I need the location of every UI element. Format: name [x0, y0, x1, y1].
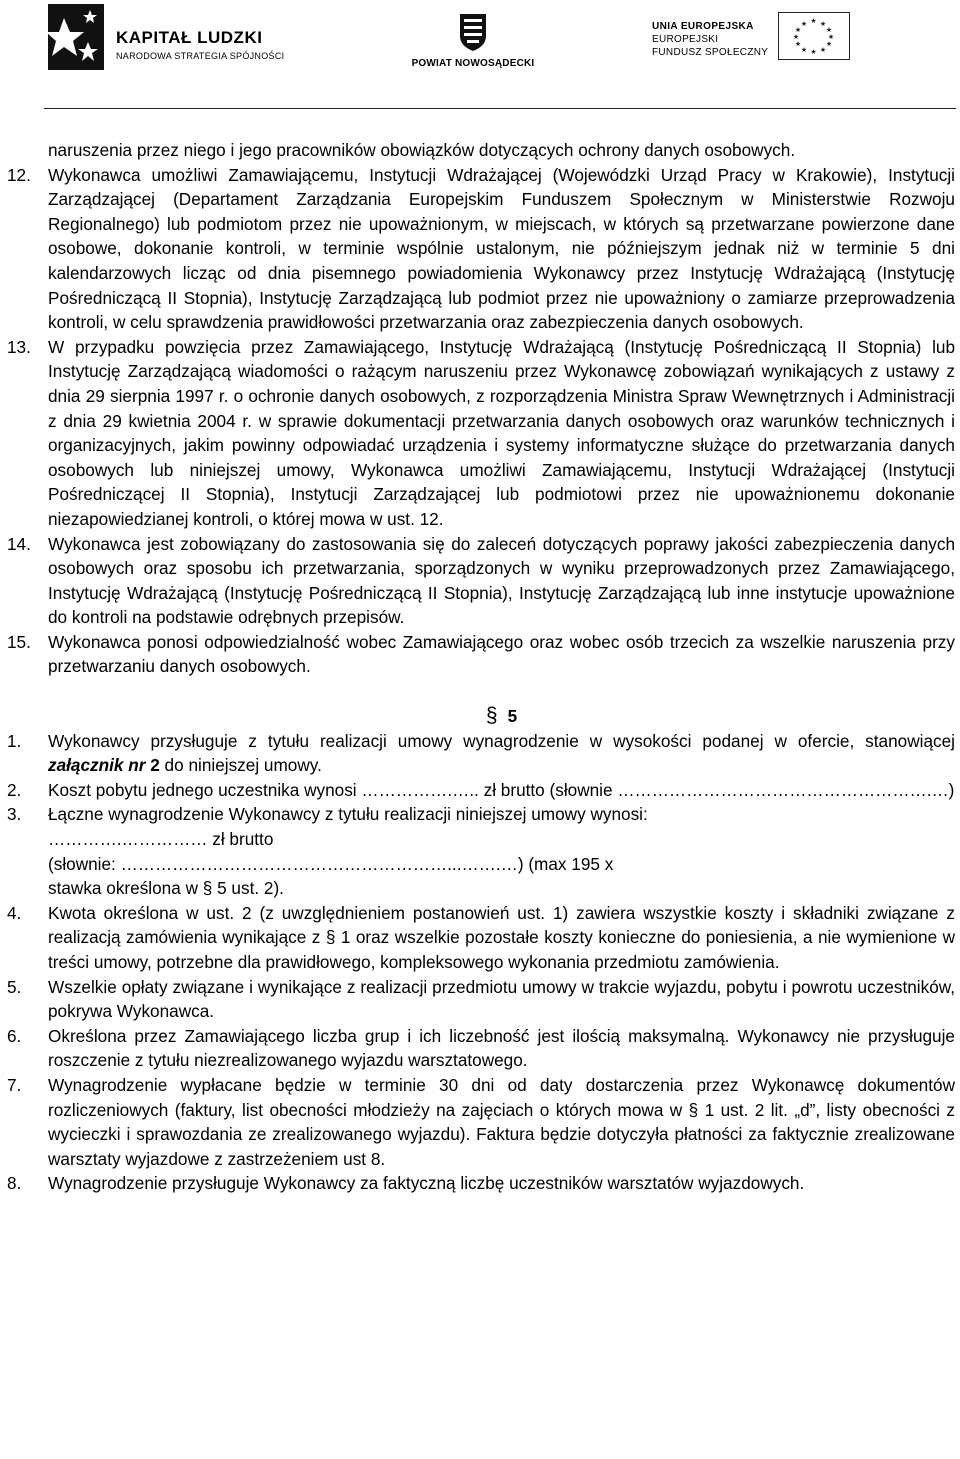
item-number: 7. — [7, 1074, 22, 1095]
section-number: 5 — [507, 706, 518, 727]
svg-text:★: ★ — [825, 40, 833, 48]
svg-text:★: ★ — [810, 17, 817, 25]
svg-text:★: ★ — [825, 26, 833, 34]
kapital-ludzki-logo — [44, 4, 304, 72]
logo-right-line1: UNIA EUROPEJSKA — [652, 21, 754, 32]
svg-text:★: ★ — [819, 46, 827, 54]
item-text: Wykonawca jest zobowiązany do zastosowania się do zaleceń dotyczących poprawy jakości zabezpieczenia danych osobowych oraz sposobu ich przetwarzania, sporządzonych w wyniku przeprowadzonych przez Zamawiającego, Instytucję Wdrażającą (Instytucję Pośredniczącą II Stopnia), Instytucję Zarządzającą lub inne instytucje upoważnione do kontroli na podstawie odrębnych przepisów. — [48, 533, 955, 628]
kapital-ludzki-emblem-icon — [44, 4, 108, 70]
item-number: 4. — [7, 902, 22, 923]
header-divider — [44, 108, 956, 109]
item-number: 8. — [7, 1173, 22, 1194]
item-text: Koszt pobytu jednego uczestnika wynosi …………….….. zł brutto (słownie ……………………………………………….…) — [48, 779, 955, 800]
item-text: Wynagrodzenie przysługuje Wykonawcy za faktyczną liczbę uczestników warsztatów wyjazdowych. — [48, 1173, 805, 1194]
svg-text:★: ★ — [800, 20, 808, 28]
svg-text:★: ★ — [800, 46, 808, 54]
list-item — [7, 1024, 955, 1073]
item-text: Wynagrodzenie wypłacane będzie w terminie 30 dni od daty dostarczenia przez Wykonawcę dokumentów rozliczeniowych (faktury, list obecności młodzieży na zajęciach o których mowa w § 1 ust. 2 lit. „d”, listy obecności z wycieczki i sprawozdania ze zrealizowanego wyjazdu). Faktura będzie dotyczyła płatności za faktycznie zrealizowane warsztaty wyjazdowe z zastrzeżeniem ust 8. — [48, 1074, 955, 1169]
item-text: Wykonawca umożliwi Zamawiającemu, Instytucji Wdrażającej (Wojewódzki Urząd Pracy w Krakowie), Instytucji Zarządzającej (Departament Zarządzania Europejskim Funduszem Społecznym w Ministerstwie Rozwoju Regionalnego) lub podmiotom przez nie upoważnionym, w miejscach, w których są przetwarzane powierzone dane osobowe, dokonanie kontroli, w terminie wspólnie ustalonym, nie późniejszym jednak niż w terminie 5 dni kalendarzowych licząc od dnia pisemnego powiadomienia Wykonawcy przez Instytucję Wdrażającą (Instytucję Pośredniczącą II Stopnia), Instytucję Zarządzającą lub podmiot przez nie upoważniony o zamiarze przeprowadzenia kontroli, w celu sprawdzenia prawidłowości przetwarzania oraz zabezpieczenia danych osobowych. — [48, 164, 955, 333]
list-item — [7, 778, 955, 803]
item-line: (słownie: …………………………………………………...…….…) (max 195 x — [48, 853, 614, 874]
svg-text:★: ★ — [792, 33, 800, 41]
list-item — [7, 729, 955, 778]
item-text: Wykonawca ponosi odpowiedzialność wobec Zamawiającego oraz wobec osób trzecich za wszelkie naruszenia przy przetwarzaniu danych osobowych. — [48, 631, 955, 677]
list-item — [7, 901, 955, 975]
section-heading — [48, 704, 955, 729]
item-number: 15. — [7, 631, 31, 652]
svg-text:★: ★ — [819, 20, 827, 28]
item-line: ………….…………… zł brutto — [48, 829, 274, 850]
item-text: Kwota określona w ust. 2 (z uwzględnieniem postanowień ust. 1) zawiera wszystkie koszty i składniki związane z realizacją zamówienia wynikające z § 1 oraz wszelkie pozostałe koszty konieczne do poniesienia, a nie wymienione w treści umowy, potrzebne dla prawidłowego, kompleksowego wykonania przedmiotu zamówienia. — [48, 902, 955, 972]
list-item — [7, 1073, 955, 1171]
logo-left-line2: NARODOWA STRATEGIA SPÓJNOŚCI — [116, 51, 285, 61]
svg-text:★: ★ — [794, 26, 802, 34]
powiat-logo — [408, 10, 538, 76]
list-item — [7, 975, 955, 1024]
logo-center-line1: POWIAT NOWOSĄDECKI — [411, 58, 535, 69]
item-number: 14. — [7, 533, 31, 554]
item-text: Określona przez Zamawiającego liczba grup i ich liczebność jest ilością maksymalną. Wykonawcy nie przysługuje roszczenie z tytułu niezrealizowanego wyjazdu warsztatowego. — [48, 1025, 955, 1071]
item-number: 6. — [7, 1025, 22, 1046]
intro-paragraph: naruszenia przez niego i jego pracowników obowiązków dotyczących ochrony danych osobowych. — [48, 140, 796, 160]
list-item — [7, 802, 955, 900]
item-number: 12. — [7, 164, 31, 185]
item-number: 5. — [7, 976, 22, 997]
list-item — [7, 163, 955, 335]
svg-text:★: ★ — [810, 48, 817, 56]
item-number: 3. — [7, 804, 22, 825]
document-body — [7, 138, 955, 1196]
list-item — [7, 1171, 955, 1196]
item-number: 1. — [7, 730, 22, 751]
item-text-bold-italic: załącznik nr — [48, 755, 146, 776]
item-line: stawka określona w § 5 ust. 2). — [48, 878, 284, 899]
section-symbol: § — [485, 704, 498, 728]
item-line: Łączne wynagrodzenie Wykonawcy z tytułu realizacji niniejszej umowy wynosi: — [48, 804, 648, 825]
list-item — [7, 630, 955, 679]
ue-logo — [652, 12, 952, 72]
list-item — [7, 532, 955, 630]
svg-text:★: ★ — [827, 33, 835, 41]
item-text-post: do niniejszej umowy. — [159, 755, 322, 776]
list-item — [7, 335, 955, 532]
item-number: 2. — [7, 779, 22, 800]
svg-text:★: ★ — [794, 40, 802, 48]
logo-left-line1: KAPITAŁ LUDZKI — [116, 28, 263, 47]
item-text-pre: Wykonawcy przysługuje z tytułu realizacji umowy wynagrodzenie w wysokości podanej w ofercie, stanowiącej — [48, 730, 955, 751]
eu-flag-icon — [778, 12, 850, 60]
item-text: Wszelkie opłaty związane i wynikające z realizacji przedmiotu umowy w trakcie wyjazdu, pobytu i powrotu uczestników, pokrywa Wykonawca. — [48, 976, 955, 1022]
item-text-bold: 2 — [145, 755, 160, 776]
item-text: W przypadku powzięcia przez Zamawiającego, Instytucję Wdrażającą (Instytucję Pośredniczącą II Stopnia) lub Instytucję Zarządzającą wiadomości o rażącym naruszeniu przez Wykonawcę zobowiązań wynikających z ustawy z dnia 29 sierpnia 1997 r. o ochronie danych osobowych, z rozporządzenia Ministra Spraw Wewnętrznych i Administracji z dnia 29 kwietnia 2004 r. w sprawie dokumentacji przetwarzania danych osobowych oraz warunków technicznych i organizacyjnych, jakim powinny odpowiadać urządzenia i systemy informatyczne służące do przetwarzania danych osobowych lub niniejszej umowy, Wykonawca umożliwi Zamawiającemu, Instytucji Wdrażającej (Instytucji Pośredniczącej II Stopnia), Instytucji Zarządzającej lub podmiotowi przez nie upoważnionemu dokonanie niezapowiedzianej kontroli, o której mowa w ust. 12. — [48, 336, 955, 529]
item-number: 13. — [7, 336, 31, 357]
logo-right-line2: EUROPEJSKI — [652, 34, 719, 45]
coat-of-arms-icon — [458, 12, 488, 52]
logo-right-line3: FUNDUSZ SPOŁECZNY — [652, 47, 769, 58]
page-header — [0, 0, 960, 120]
